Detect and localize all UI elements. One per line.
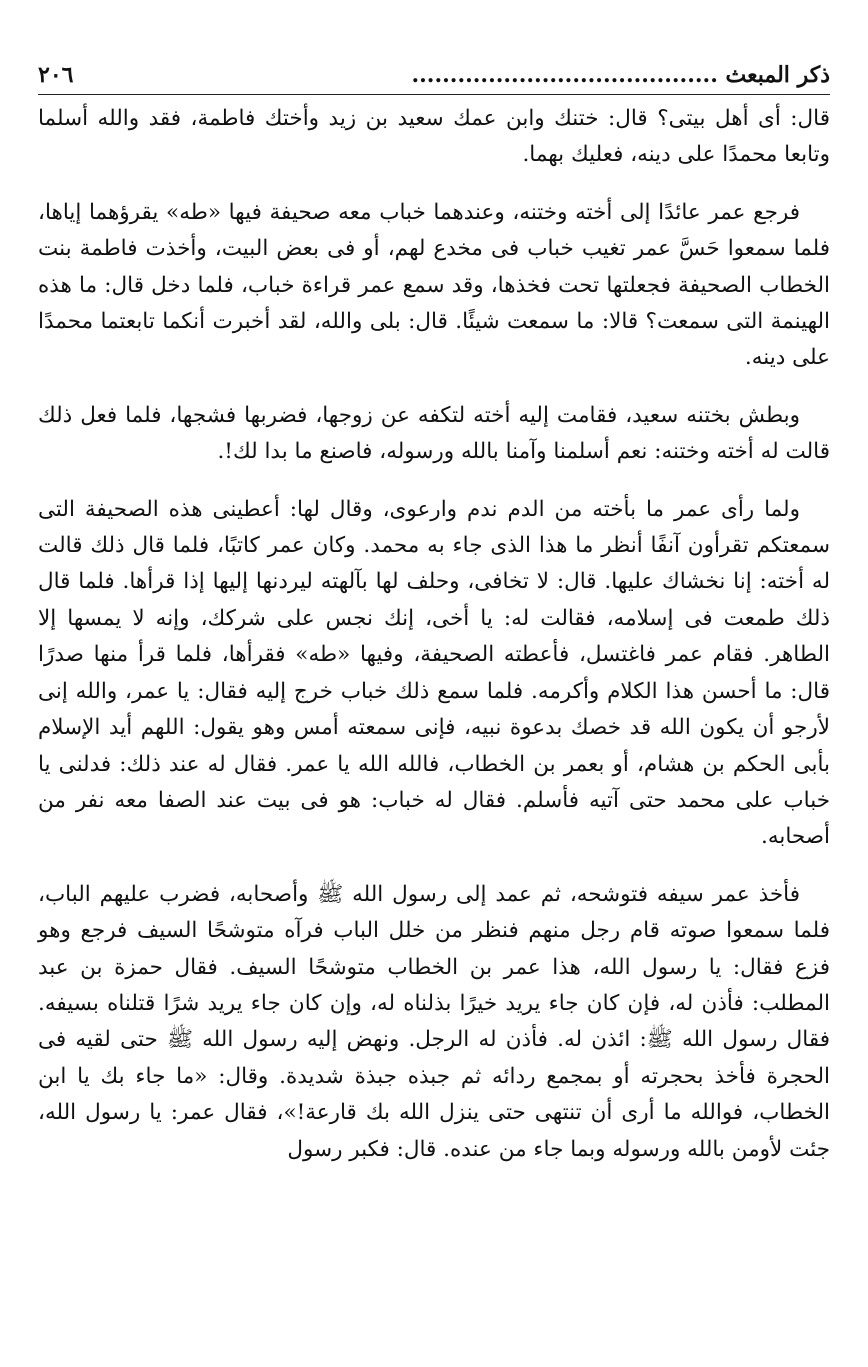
header-leader-dots: ........................................	[411, 62, 718, 88]
paragraph-3: وبطش بختنه سعيد، فقامت إليه أخته لتكفه عن زوجها، فضربها فشجها، فلما فعل ذلك قالت له أخته وختنه: نعم أسلمنا وآمنا بالله ورسوله، فاصنع ما بدا لك!.	[38, 402, 830, 465]
header-chapter-title: ذكر المبعث	[725, 62, 830, 88]
paragraph-4: ولما رأى عمر ما بأخته من الدم ندم وارعوى، وقال لها: أعطينى هذه الصحيفة التى سمعتكم تقرأون آنفًا أنظر ما هذا الذى جاء به محمد. وكان عمر كاتبًا، فلما قال ذلك قالت له أخته: إنا نخشاك عليها. قال: لا تخافى، وحلف لها بآلهته ليردنها إليها إذا قرأها. فلما قال ذلك طمعت فى إسلامه، فقالت له: يا أخى، إنك نجس على شركك، وإنه لا يمسها إلا الطاهر. فقام عمر فاغتسل، فأعطته الصحيفة، وفيها «طه» فقرأها، فلما قرأ منها صدرًا قال: ما أحسن هذا الكلام وأكرمه. فلما سمع ذلك خباب خرج إليه فقال: يا عمر، والله إنى لأرجو أن يكون الله قد خصك بدعوة نبيه، فإنى سمعته أمس وهو يقول: اللهم أيد الإسلام بأبى الحكم بن هشام، أو بعمر بن الخطاب، فالله الله يا عمر. فقال له عند ذلك: فدلنى يا خباب على محمد حتى آتيه فأسلم. فقال له خباب: هو فى بيت عند الصفا معه نفر من أصحابه.	[38, 496, 830, 850]
paragraph-2: فرجع عمر عائدًا إلى أخته وختنه، وعندهما خباب معه صحيفة فيها «طه» يقرؤهما إياها، فلما سمعوا حَسَّ عمر تغيب خباب فى مخدع لهم، أو فى بعض البيت، وأخذت فاطمة بنت الخطاب الصحيفة فجعلتها تحت فخذها، وقد سمع عمر قراءة خباب، فلما دخل قال: ما هذه الهينمة التى سمعت؟ قالا: ما سمعت شيئًا. قال: بلى والله، لقد أخبرت أنكما تابعتما محمدًا على دينه.	[38, 199, 831, 371]
chapter-title	[411, 58, 830, 92]
page-number: ٢٠٦	[38, 62, 74, 88]
book-page	[38, 58, 830, 1358]
header-rule	[38, 94, 830, 95]
running-header	[38, 58, 830, 92]
paragraph-5: فأخذ عمر سيفه فتوشحه، ثم عمد إلى رسول الله ﷺ وأصحابه، فضرب عليهم الباب، فلما سمعوا صوته قام رجل منهم فنظر من خلل الباب فرآه متوشحًا السيف فرجع وهو فزع فقال: يا رسول الله، هذا عمر بن الخطاب متوشحًا السيف. فقال حمزة بن عبد المطلب: فأذن له، فإن كان جاء يريد خيرًا بذلناه له، وإن كان جاء يريد شرًا قتلناه بسيفه. فقال رسول الله ﷺ: ائذن له. فأذن له الرجل. ونهض إليه رسول الله ﷺ حتى لقيه فى الحجرة فأخذ بحجرته أو بمجمع ردائه ثم جبذه جبذة شديدة. وقال: «ما جاء بك يا ابن الخطاب، فوالله ما أرى أن تنتهى حتى ينزل الله بك قارعة!»، فقال عمر: يا رسول الله، جئت لأومن بالله ورسوله وبما جاء من عنده. قال: فكبر رسول	[38, 881, 830, 1162]
paragraph-1: قال: أى أهل بيتى؟ قال: ختنك وابن عمك سعيد بن زيد وأختك فاطمة، فقد والله أسلما وتابعا محمدًا على دينه، فعليك بهما.	[38, 106, 830, 168]
